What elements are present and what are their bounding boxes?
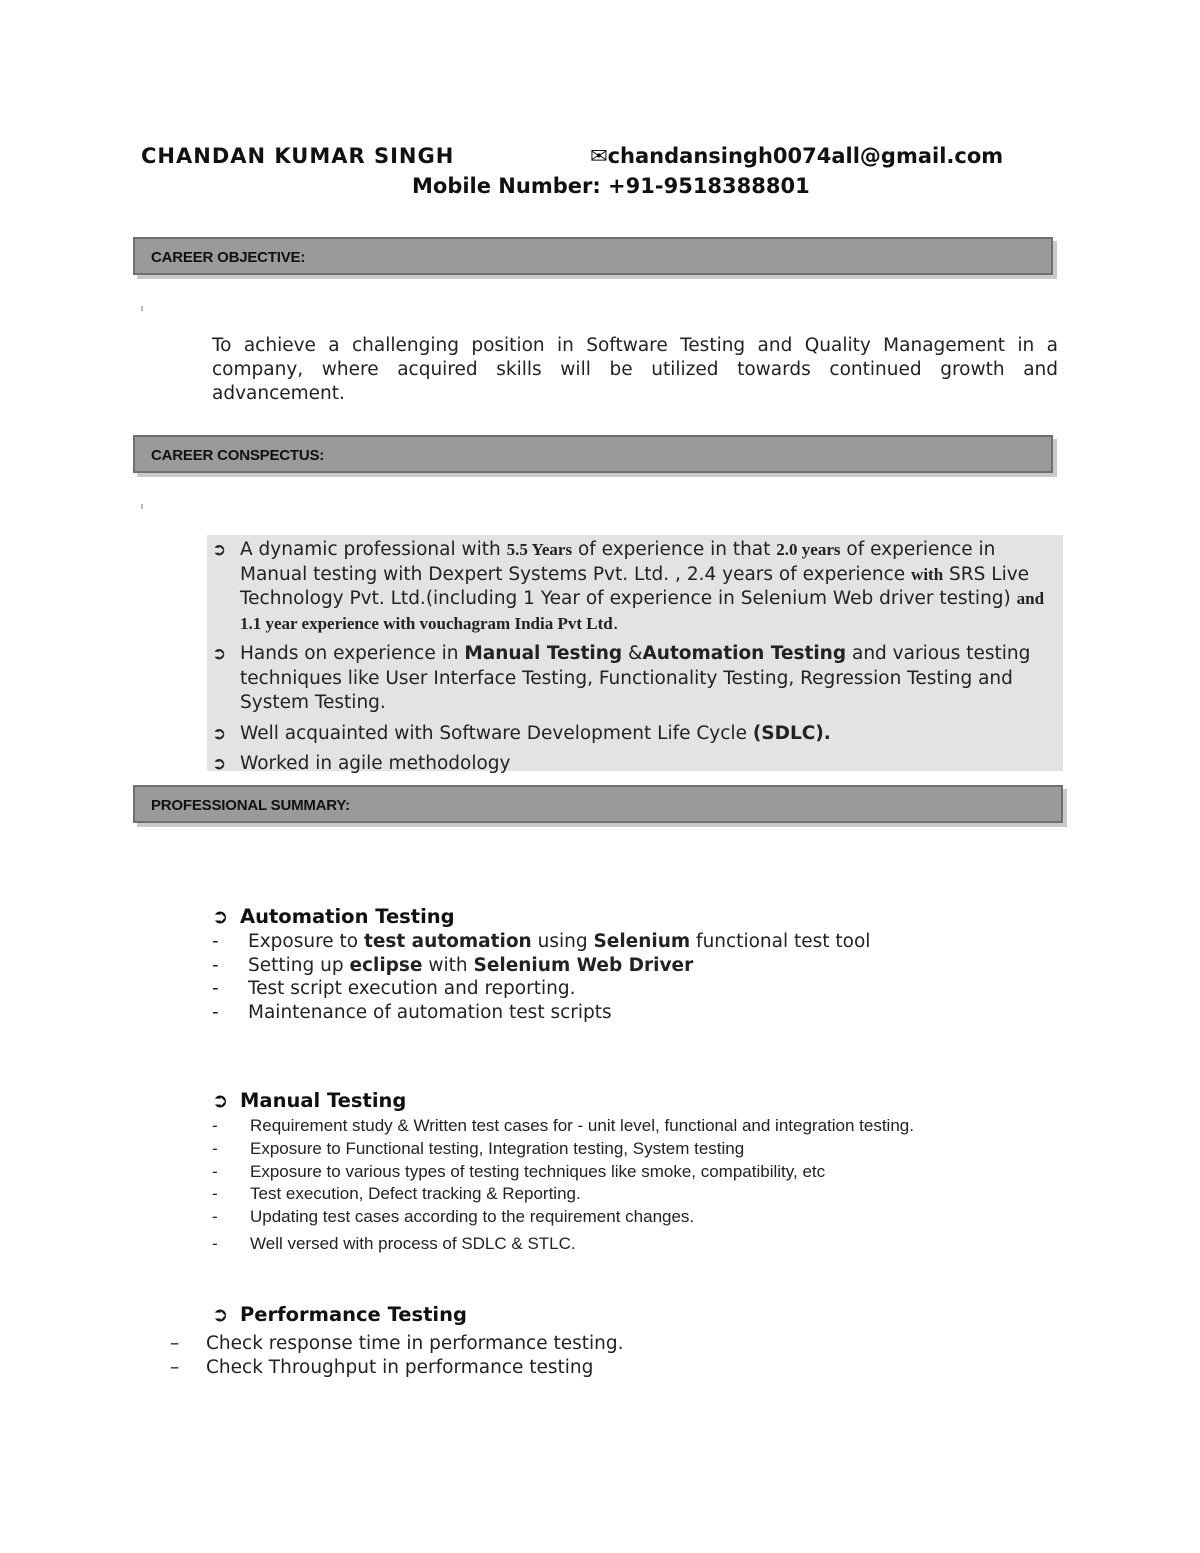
text: Exposure to various types of testing techniques like smoke, compatibility, etc bbox=[250, 1161, 826, 1181]
bold-text: eclipse bbox=[349, 954, 423, 976]
bold-text: Manual Testing bbox=[464, 643, 623, 664]
list-item bbox=[212, 1138, 914, 1161]
text: Check Throughput in performance testing bbox=[206, 1357, 594, 1378]
list-item bbox=[212, 954, 870, 978]
text: Well acquainted with Software Development Life Cycle bbox=[240, 722, 753, 744]
text: of experience in that bbox=[572, 539, 777, 560]
text: SRS Live Technology Pvt. Ltd.(including 1 Year of experience in Selenium Web driver testing) bbox=[240, 563, 1030, 609]
text: Exposure to Functional testing, Integration testing, System testing bbox=[250, 1138, 745, 1158]
text: A dynamic professional with bbox=[240, 539, 507, 560]
text: & bbox=[622, 643, 643, 664]
list-item bbox=[212, 538, 1058, 636]
automation-testing-heading bbox=[212, 905, 455, 928]
list-item bbox=[212, 1206, 914, 1229]
dash-bullet: - bbox=[212, 931, 219, 952]
text: Test execution, Defect tracking & Reporting. bbox=[250, 1184, 581, 1204]
text: Hands on experience in bbox=[240, 643, 465, 664]
list-item bbox=[212, 752, 1058, 777]
career-conspectus-title: CAREER CONSPECTUS: bbox=[151, 447, 325, 464]
text: Exposure to bbox=[248, 931, 364, 952]
dash-bullet: – bbox=[170, 1357, 180, 1378]
text: Check response time in performance testing. bbox=[206, 1333, 624, 1354]
heading-text: Manual Testing bbox=[240, 1089, 407, 1112]
bold-text: Selenium Web Driver bbox=[473, 954, 694, 976]
envelope-icon: ✉ bbox=[590, 144, 608, 168]
text: with bbox=[422, 954, 474, 976]
dash-bullet: - bbox=[212, 1184, 218, 1204]
list-item bbox=[212, 1161, 914, 1184]
bold-text: 2.0 years bbox=[776, 540, 841, 559]
heading-text: Automation Testing bbox=[240, 905, 455, 928]
list-item bbox=[212, 930, 870, 954]
manual-list bbox=[212, 1115, 914, 1256]
list-item bbox=[212, 642, 1058, 716]
text: Maintenance of automation test scripts bbox=[248, 1001, 612, 1023]
career-conspectus-bar bbox=[133, 435, 1053, 473]
bold-text: Selenium bbox=[593, 931, 691, 952]
dash-bullet: - bbox=[212, 1001, 219, 1023]
list-item bbox=[212, 1233, 914, 1256]
text: of experience in Manual testing with Dexpert Systems Pvt. Ltd. , 2.4 years of experience bbox=[240, 539, 996, 585]
dash-bullet: - bbox=[212, 1233, 218, 1253]
arrow-bullet-icon: ➲ bbox=[212, 754, 227, 774]
bold-text: and 1.1 year experience with vouchagram India Pvt Ltd bbox=[240, 589, 1045, 633]
mobile-number: Mobile Number: +91-9518388801 bbox=[412, 174, 810, 198]
arrow-bullet-icon: ➲ bbox=[212, 723, 227, 744]
dash-bullet: - bbox=[212, 954, 219, 976]
text: Test script execution and reporting. bbox=[248, 978, 576, 999]
professional-summary-title: PROFESSIONAL SUMMARY: bbox=[151, 797, 350, 814]
list-item bbox=[170, 1332, 624, 1356]
professional-summary-bar bbox=[133, 785, 1063, 823]
divider-mark bbox=[141, 306, 143, 311]
text: Updating test cases according to the requirement changes. bbox=[250, 1207, 695, 1227]
text: functional test tool bbox=[690, 931, 871, 952]
career-objective-title: CAREER OBJECTIVE: bbox=[151, 249, 306, 266]
arrow-bullet-icon: ➲ bbox=[212, 1089, 229, 1112]
list-item bbox=[212, 722, 1058, 747]
bold-text: 5.5 Years bbox=[506, 540, 573, 559]
arrow-bullet-icon: ➲ bbox=[212, 1303, 229, 1326]
objective-text: To achieve a challenging position in Software Testing and Quality Management in a company, where acquired skills will be utilized towards continued growth and advancement. bbox=[212, 335, 1058, 404]
dash-bullet: - bbox=[212, 1161, 218, 1181]
text: Well versed with process of SDLC & STLC. bbox=[250, 1233, 576, 1253]
bold-text: with bbox=[911, 564, 944, 584]
bold-text: test automation bbox=[363, 931, 532, 952]
candidate-name: CHANDAN KUMAR SINGH bbox=[141, 144, 455, 168]
list-item bbox=[212, 1183, 914, 1206]
manual-testing-heading bbox=[212, 1089, 406, 1112]
heading-text: Performance Testing bbox=[240, 1303, 467, 1326]
career-objective-bar bbox=[133, 237, 1053, 275]
conspectus-list bbox=[212, 538, 1058, 783]
dash-bullet: - bbox=[212, 1207, 218, 1227]
bold-text: (SDLC). bbox=[752, 722, 831, 744]
text: Requirement study & Written test cases for - unit level, functional and integration testing. bbox=[250, 1116, 914, 1135]
arrow-bullet-icon: ➲ bbox=[212, 905, 229, 928]
text: . bbox=[612, 612, 619, 634]
arrow-bullet-icon: ➲ bbox=[212, 644, 227, 664]
dash-bullet: - bbox=[212, 978, 219, 999]
list-item bbox=[212, 977, 870, 1001]
bold-text: Automation Testing bbox=[642, 643, 847, 664]
list-item bbox=[170, 1356, 624, 1380]
text: using bbox=[531, 931, 594, 952]
dash-bullet: – bbox=[170, 1333, 180, 1354]
dash-bullet: - bbox=[212, 1138, 218, 1158]
list-item bbox=[212, 1115, 914, 1138]
automation-list bbox=[212, 930, 870, 1024]
list-item bbox=[212, 1001, 870, 1025]
dash-bullet: - bbox=[212, 1116, 218, 1135]
email-line bbox=[590, 144, 1003, 168]
divider-mark bbox=[141, 504, 143, 509]
performance-testing-heading bbox=[212, 1303, 467, 1326]
email-address[interactable]: chandansingh0074all@gmail.com bbox=[607, 144, 1004, 168]
text: Worked in agile methodology bbox=[240, 753, 511, 774]
text: and various testing techniques like User Interface Testing, Functionality Testing, Regression Testing and System Testing. bbox=[240, 643, 1031, 713]
arrow-bullet-icon: ➲ bbox=[212, 540, 227, 560]
text: Setting up bbox=[248, 954, 350, 976]
performance-list bbox=[170, 1332, 624, 1380]
